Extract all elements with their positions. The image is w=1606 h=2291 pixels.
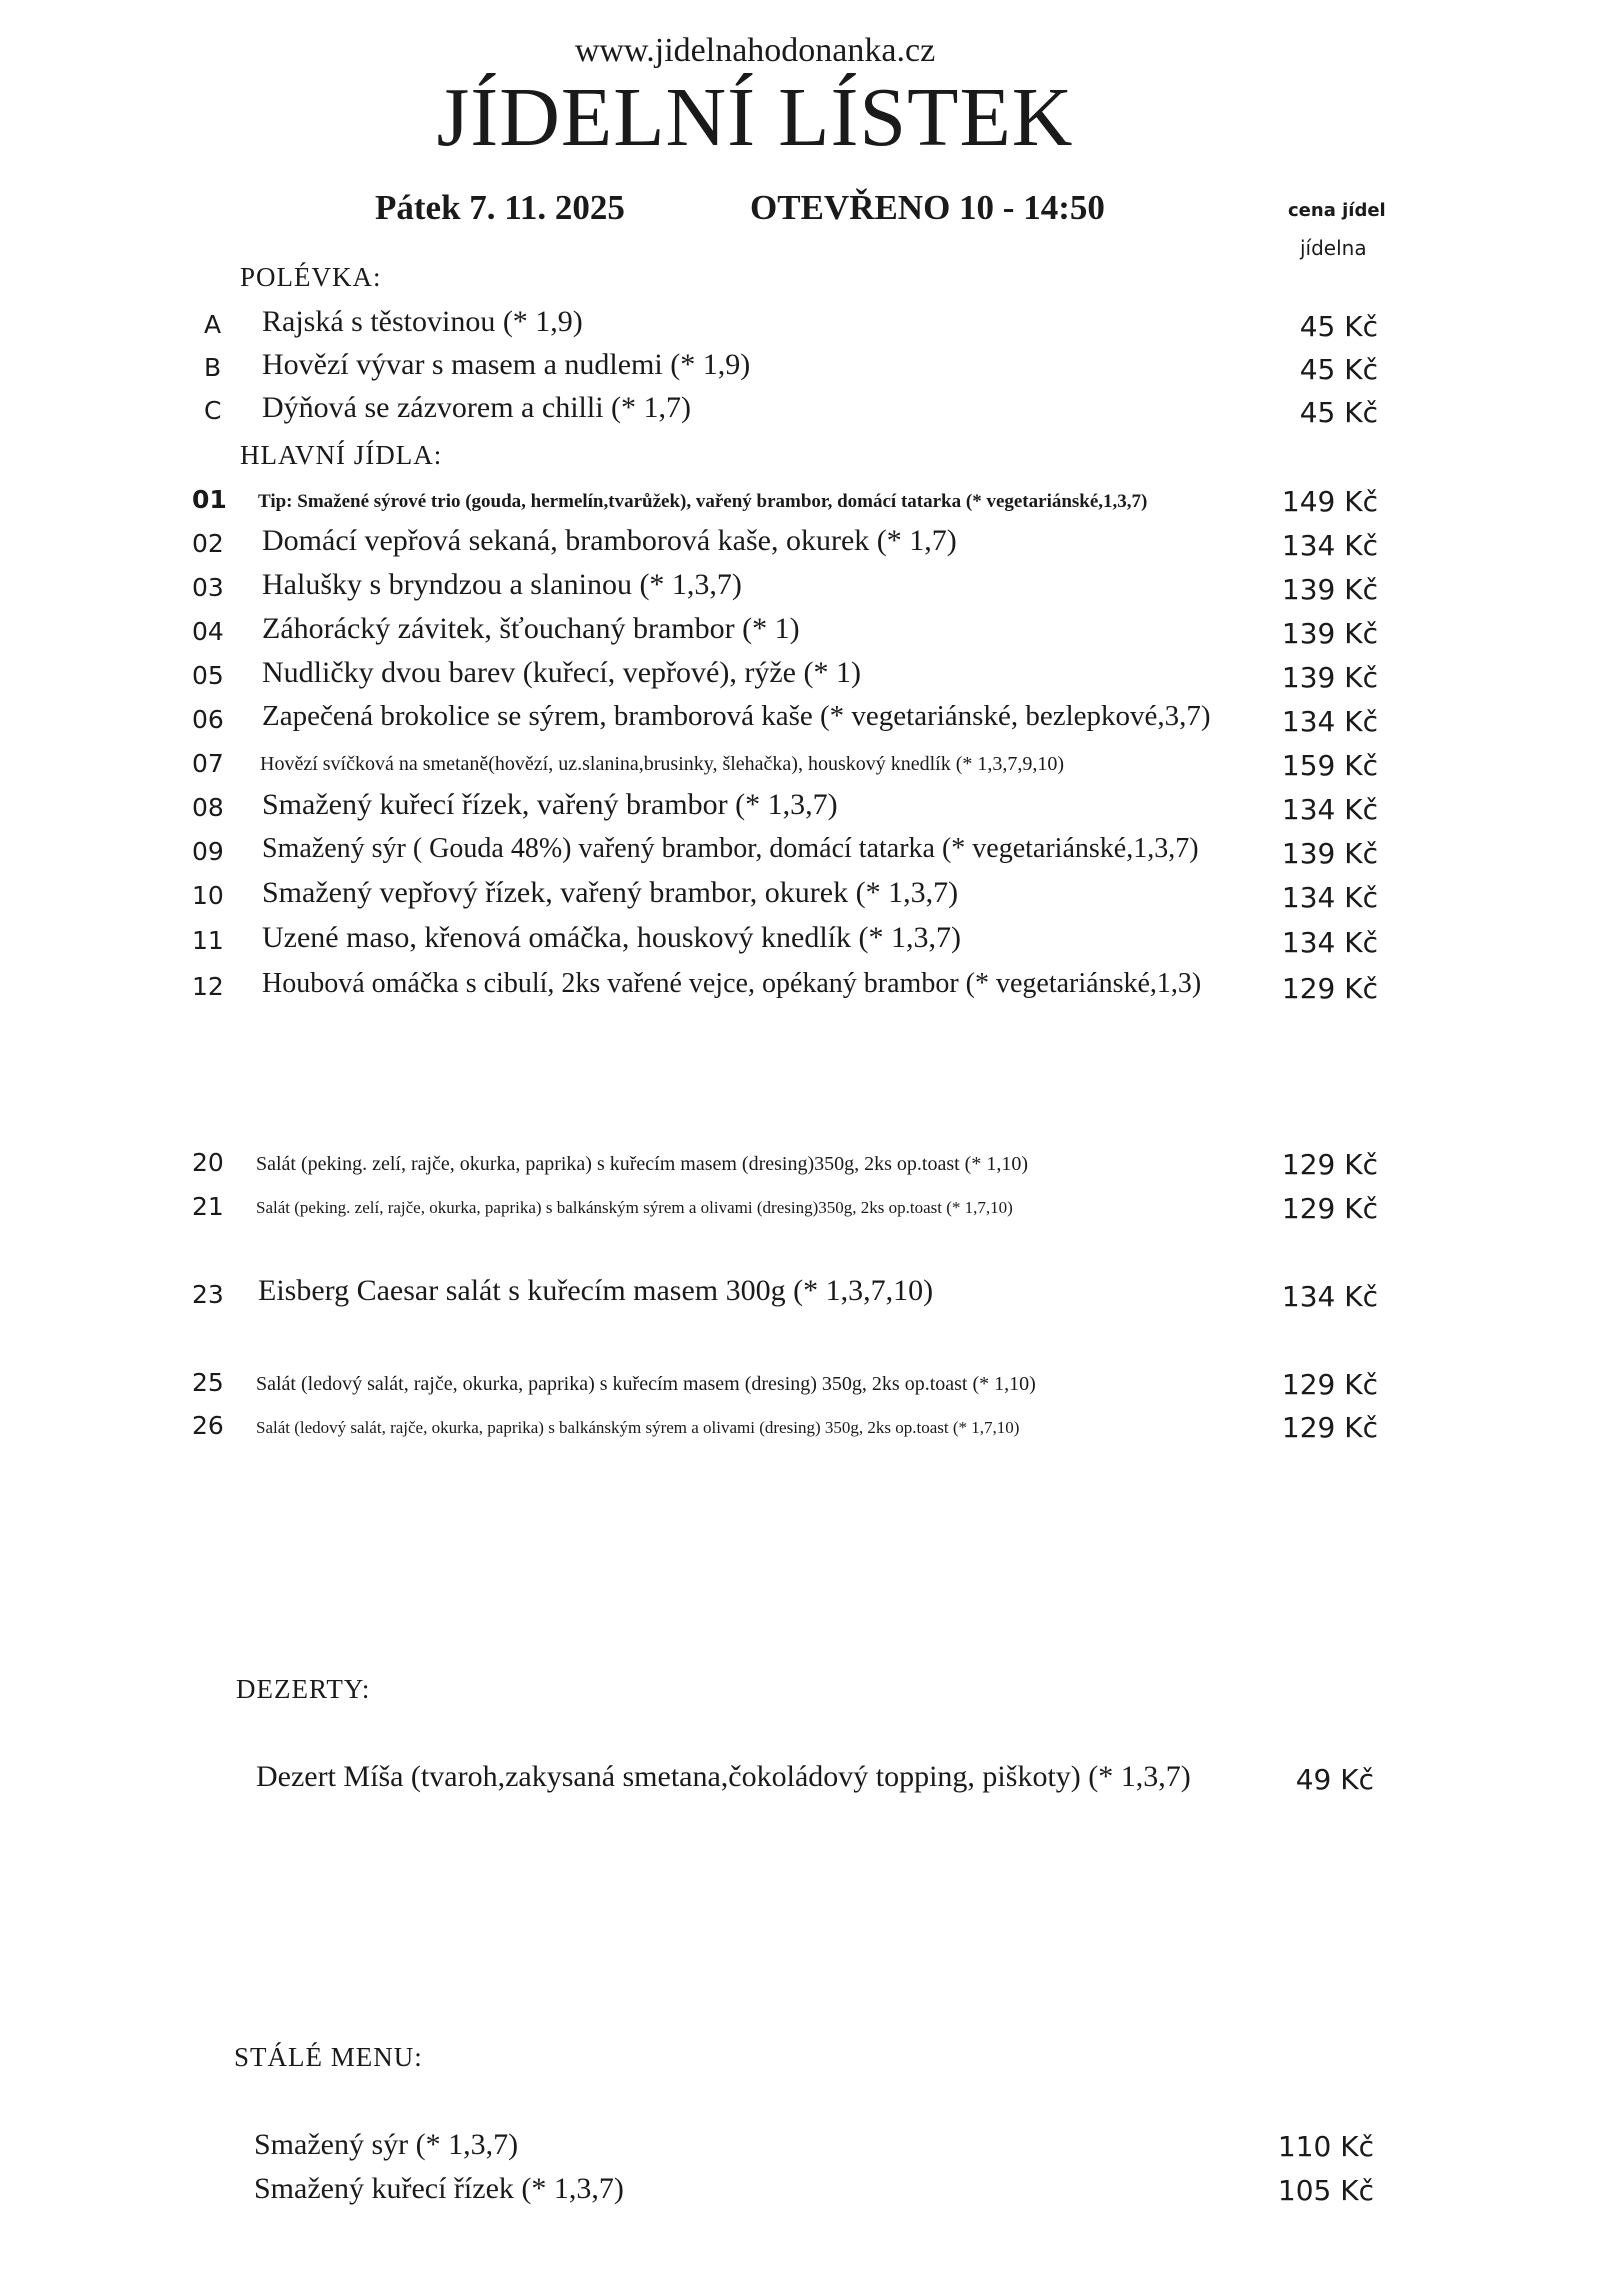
salad-name: Salát (ledový salát, rajče, okurka, paprika) s kuřecím masem (dresing) 350g, 2ks op.toast (* 1,10) [256, 1373, 1036, 1395]
main-name: Domácí vepřová sekaná, bramborová kaše, okurek (* 1,7) [262, 524, 957, 557]
standing-item-name: Smažený sýr (* 1,3,7) [254, 2128, 519, 2161]
main-code: 02 [192, 529, 224, 558]
salad-name: Eisberg Caesar salát s kuřecím masem 300g (* 1,3,7,10) [258, 1274, 934, 1307]
soups-heading: POLÉVKA: [240, 262, 382, 292]
standing-item-price: 105 Kč [1277, 2174, 1374, 2207]
main-code: 01 [192, 485, 227, 514]
main-name: Záhorácký závitek, šťouchaný brambor (* 1) [262, 612, 800, 645]
main-price: 139 Kč [1281, 573, 1378, 606]
main-name: Tip: Smažené sýrové trio (gouda, hermelín,tvarůžek), vařený brambor, domácí tatarka (* vegetariánské,1,3,7) [258, 491, 1148, 512]
salad-name: Salát (peking. zelí, rajče, okurka, paprika) s balkánským sýrem a olivami (dresing)350g, 2ks op.toast (* 1,7,10) [256, 1198, 1013, 1217]
main-code: 04 [192, 617, 224, 646]
salad-price: 129 Kč [1281, 1148, 1378, 1181]
main-price: 134 Kč [1281, 926, 1378, 959]
main-code: 10 [192, 881, 224, 910]
standing-menu-heading: STÁLÉ MENU: [234, 2042, 423, 2072]
main-code: 05 [192, 661, 224, 690]
salad-code: 26 [192, 1411, 224, 1440]
main-name: Hovězí svíčková na smetaně(hovězí, uz.slanina,brusinky, šlehačka), houskový knedlík (* 1,3,7,9,10) [260, 753, 1065, 775]
salad-price: 134 Kč [1281, 1280, 1378, 1313]
salad-code: 20 [192, 1148, 224, 1177]
main-name: Zapečená brokolice se sýrem, bramborová kaše (* vegetariánské, bezlepkové,3,7) [262, 700, 1211, 732]
main-code: 08 [192, 793, 224, 822]
soup-name: Hovězí vývar s masem a nudlemi (* 1,9) [262, 348, 751, 381]
desserts-heading: DEZERTY: [236, 1674, 371, 1704]
salad-price: 129 Kč [1281, 1368, 1378, 1401]
main-name: Smažený kuřecí řízek, vařený brambor (* 1,3,7) [262, 788, 838, 821]
main-price: 134 Kč [1281, 529, 1378, 562]
soup-name: Dýňová se zázvorem a chilli (* 1,7) [262, 391, 692, 424]
main-code: 12 [192, 972, 224, 1001]
menu-date: Pátek 7. 11. 2025 [375, 188, 625, 227]
main-price: 134 Kč [1281, 881, 1378, 914]
price-note-line2: jídelna [1300, 236, 1367, 260]
soup-price: 45 Kč [1299, 310, 1378, 343]
salad-price: 129 Kč [1281, 1411, 1378, 1444]
main-code: 09 [192, 837, 224, 866]
salad-price: 129 Kč [1281, 1192, 1378, 1225]
soup-price: 45 Kč [1299, 396, 1378, 429]
dessert-price: 49 Kč [1295, 1763, 1374, 1796]
main-price: 139 Kč [1281, 837, 1378, 870]
opening-hours: OTEVŘENO 10 - 14:50 [750, 188, 1105, 227]
salad-code: 25 [192, 1368, 224, 1397]
page-title: JÍDELNÍ LÍSTEK [436, 71, 1074, 164]
soup-code: B [204, 353, 222, 382]
standing-item-name: Smažený kuřecí řízek (* 1,3,7) [254, 2172, 624, 2205]
soup-code: C [204, 396, 222, 425]
salad-name: Salát (ledový salát, rajče, okurka, paprika) s balkánským sýrem a olivami (dresing) 350g, 2ks op.toast (* 1,7,10) [256, 1418, 1020, 1437]
price-note-line1: cena jídel [1288, 200, 1386, 221]
main-name: Houbová omáčka s cibulí, 2ks vařené vejce, opékaný brambor (* vegetariánské,1,3) [262, 968, 1202, 999]
soup-name: Rajská s těstovinou (* 1,9) [262, 305, 583, 338]
mains-heading: HLAVNÍ JÍDLA: [240, 440, 443, 470]
main-name: Smažený sýr ( Gouda 48%) vařený brambor, domácí tatarka (* vegetariánské,1,3,7) [262, 833, 1199, 864]
main-code: 03 [192, 573, 224, 602]
soup-price: 45 Kč [1299, 353, 1378, 386]
main-code: 06 [192, 705, 224, 734]
main-price: 139 Kč [1281, 661, 1378, 694]
standing-item-price: 110 Kč [1277, 2130, 1374, 2163]
main-name: Smažený vepřový řízek, vařený brambor, okurek (* 1,3,7) [262, 876, 959, 909]
main-name: Halušky s bryndzou a slaninou (* 1,3,7) [262, 568, 742, 601]
soup-code: A [204, 310, 222, 339]
salad-code: 23 [192, 1280, 224, 1309]
salad-code: 21 [192, 1192, 224, 1221]
main-price: 129 Kč [1281, 972, 1378, 1005]
main-code: 07 [192, 749, 224, 778]
website-url: www.jidelnahodonanka.cz [574, 32, 936, 69]
main-name: Uzené maso, křenová omáčka, houskový knedlík (* 1,3,7) [262, 921, 961, 954]
dessert-name: Dezert Míša (tvaroh,zakysaná smetana,čokoládový topping, piškoty) (* 1,3,7) [256, 1760, 1191, 1793]
main-price: 134 Kč [1281, 705, 1378, 738]
main-price: 159 Kč [1281, 749, 1378, 782]
main-price: 139 Kč [1281, 617, 1378, 650]
salad-name: Salát (peking. zelí, rajče, okurka, paprika) s kuřecím masem (dresing)350g, 2ks op.toast (* 1,10) [256, 1153, 1029, 1175]
main-price: 149 Kč [1281, 485, 1378, 518]
main-price: 134 Kč [1281, 793, 1378, 826]
main-name: Nudličky dvou barev (kuřecí, vepřové), rýže (* 1) [262, 656, 861, 689]
main-code: 11 [192, 926, 224, 955]
